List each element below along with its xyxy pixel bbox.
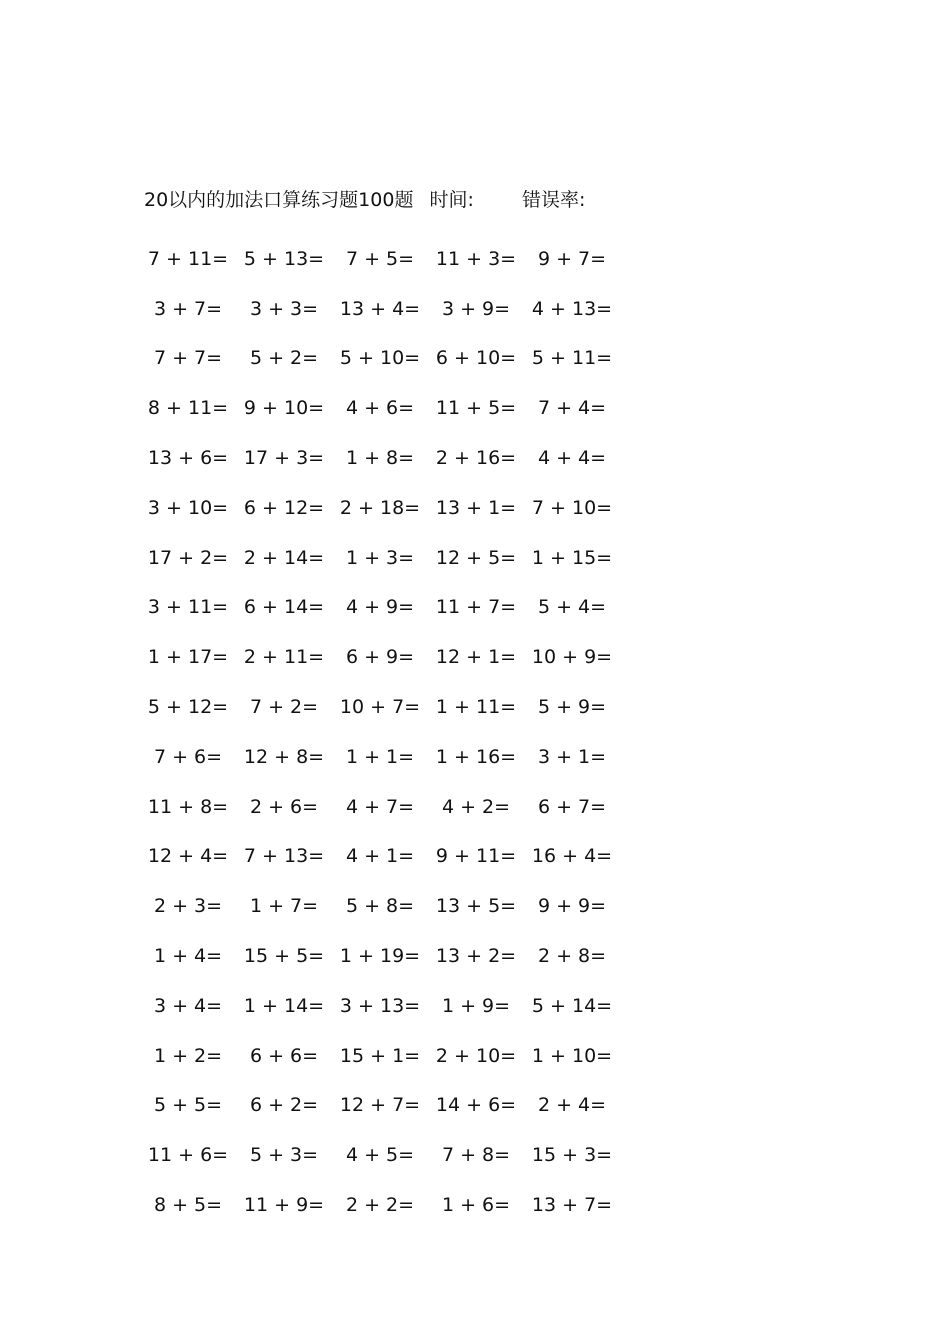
- problem-grid: [140, 234, 640, 1230]
- problem-item: 4 + 13=: [531, 297, 613, 320]
- problem-item: 1 + 1=: [345, 745, 415, 768]
- problem-row: [140, 981, 640, 1031]
- problem-item: 5 + 8=: [345, 895, 415, 918]
- problem-row: [140, 632, 640, 682]
- problem-item: 6 + 2=: [249, 1094, 319, 1117]
- problem-item: 12 + 1=: [435, 646, 517, 669]
- problem-item: 12 + 5=: [435, 546, 517, 569]
- problem-item: 9 + 7=: [537, 247, 607, 270]
- problem-item: 7 + 7=: [153, 347, 223, 370]
- problem-item: 2 + 16=: [435, 447, 517, 470]
- problem-row: [140, 832, 640, 882]
- problem-item: 9 + 11=: [435, 845, 517, 868]
- problem-item: 15 + 1=: [339, 1044, 421, 1067]
- problem-item: 3 + 3=: [249, 297, 319, 320]
- problem-item: 2 + 2=: [345, 1194, 415, 1217]
- problem-item: 2 + 4=: [537, 1094, 607, 1117]
- problem-item: 1 + 19=: [339, 945, 421, 968]
- problem-item: 9 + 10=: [243, 397, 325, 420]
- problem-item: 5 + 10=: [339, 347, 421, 370]
- problem-item: 5 + 3=: [249, 1144, 319, 1167]
- problem-item: 11 + 6=: [147, 1144, 229, 1167]
- problem-item: 11 + 5=: [435, 397, 517, 420]
- problem-item: 12 + 7=: [339, 1094, 421, 1117]
- problem-item: 7 + 5=: [345, 247, 415, 270]
- problem-item: 9 + 9=: [537, 895, 607, 918]
- problem-item: 2 + 6=: [249, 795, 319, 818]
- problem-item: 3 + 13=: [339, 994, 421, 1017]
- problem-item: 1 + 9=: [441, 994, 511, 1017]
- problem-item: 2 + 18=: [339, 496, 421, 519]
- problem-item: 6 + 6=: [249, 1044, 319, 1067]
- problem-item: 13 + 4=: [339, 297, 421, 320]
- problem-item: 3 + 9=: [441, 297, 511, 320]
- problem-item: 7 + 4=: [537, 397, 607, 420]
- problem-item: 3 + 7=: [153, 297, 223, 320]
- problem-item: 15 + 5=: [243, 945, 325, 968]
- problem-item: 1 + 17=: [147, 646, 229, 669]
- problem-item: 6 + 10=: [435, 347, 517, 370]
- problem-item: 1 + 3=: [345, 546, 415, 569]
- problem-item: 15 + 3=: [531, 1144, 613, 1167]
- problem-item: 2 + 14=: [243, 546, 325, 569]
- problem-item: 6 + 7=: [537, 795, 607, 818]
- problem-item: 1 + 15=: [531, 546, 613, 569]
- problem-item: 10 + 9=: [531, 646, 613, 669]
- problem-row: [140, 1031, 640, 1081]
- problem-item: 4 + 5=: [345, 1144, 415, 1167]
- problem-item: 12 + 4=: [147, 845, 229, 868]
- problem-item: 2 + 3=: [153, 895, 223, 918]
- problem-item: 6 + 12=: [243, 496, 325, 519]
- problem-row: [140, 1180, 640, 1230]
- problem-item: 4 + 9=: [345, 596, 415, 619]
- problem-item: 7 + 8=: [441, 1144, 511, 1167]
- problem-row: [140, 881, 640, 931]
- error-rate-label: 错误率:: [521, 189, 586, 211]
- problem-row: [140, 732, 640, 782]
- problem-item: 12 + 8=: [243, 745, 325, 768]
- problem-item: 4 + 7=: [345, 795, 415, 818]
- time-label: 时间:: [429, 189, 474, 211]
- problem-item: 5 + 13=: [243, 247, 325, 270]
- problem-row: [140, 533, 640, 583]
- problem-item: 6 + 14=: [243, 596, 325, 619]
- problem-row: [140, 433, 640, 483]
- problem-item: 4 + 2=: [441, 795, 511, 818]
- problem-item: 14 + 6=: [435, 1094, 517, 1117]
- problem-item: 7 + 10=: [531, 496, 613, 519]
- problem-item: 7 + 6=: [153, 745, 223, 768]
- problem-row: [140, 931, 640, 981]
- problem-item: 2 + 11=: [243, 646, 325, 669]
- problem-item: 8 + 5=: [153, 1194, 223, 1217]
- problem-item: 5 + 4=: [537, 596, 607, 619]
- problem-item: 1 + 11=: [435, 696, 517, 719]
- problem-item: 2 + 8=: [537, 945, 607, 968]
- problem-item: 13 + 5=: [435, 895, 517, 918]
- problem-item: 13 + 7=: [531, 1194, 613, 1217]
- problem-row: [140, 682, 640, 732]
- problem-item: 1 + 4=: [153, 945, 223, 968]
- problem-item: 5 + 14=: [531, 994, 613, 1017]
- problem-item: 10 + 7=: [339, 696, 421, 719]
- problem-item: 5 + 2=: [249, 347, 319, 370]
- problem-item: 13 + 6=: [147, 447, 229, 470]
- problem-item: 5 + 9=: [537, 696, 607, 719]
- problem-item: 4 + 6=: [345, 397, 415, 420]
- problem-item: 7 + 11=: [147, 247, 229, 270]
- problem-row: [140, 383, 640, 433]
- problem-item: 11 + 3=: [435, 247, 517, 270]
- problem-item: 17 + 2=: [147, 546, 229, 569]
- problem-item: 11 + 7=: [435, 596, 517, 619]
- problem-item: 1 + 6=: [441, 1194, 511, 1217]
- problem-item: 2 + 10=: [435, 1044, 517, 1067]
- problem-item: 5 + 12=: [147, 696, 229, 719]
- problem-item: 17 + 3=: [243, 447, 325, 470]
- problem-row: [140, 782, 640, 832]
- problem-row: [140, 1081, 640, 1131]
- problem-row: [140, 234, 640, 284]
- problem-item: 7 + 13=: [243, 845, 325, 868]
- problem-item: 3 + 10=: [147, 496, 229, 519]
- problem-row: [140, 483, 640, 533]
- problem-item: 11 + 9=: [243, 1194, 325, 1217]
- problem-item: 16 + 4=: [531, 845, 613, 868]
- problem-row: [140, 1130, 640, 1180]
- problem-row: [140, 334, 640, 384]
- problem-item: 7 + 2=: [249, 696, 319, 719]
- problem-item: 1 + 10=: [531, 1044, 613, 1067]
- problem-item: 8 + 11=: [147, 397, 229, 420]
- problem-item: 3 + 1=: [537, 745, 607, 768]
- problem-item: 5 + 11=: [531, 347, 613, 370]
- problem-item: 13 + 2=: [435, 945, 517, 968]
- problem-item: 5 + 5=: [153, 1094, 223, 1117]
- problem-item: 1 + 8=: [345, 447, 415, 470]
- problem-item: 6 + 9=: [345, 646, 415, 669]
- problem-item: 3 + 11=: [147, 596, 229, 619]
- problem-item: 1 + 14=: [243, 994, 325, 1017]
- problem-item: 3 + 4=: [153, 994, 223, 1017]
- worksheet-header: [144, 186, 585, 214]
- worksheet-title: 20以内的加法口算练习题100题: [144, 189, 414, 211]
- problem-item: 4 + 4=: [537, 447, 607, 470]
- problem-item: 1 + 16=: [435, 745, 517, 768]
- problem-row: [140, 583, 640, 633]
- problem-row: [140, 284, 640, 334]
- problem-item: 1 + 2=: [153, 1044, 223, 1067]
- problem-item: 4 + 1=: [345, 845, 415, 868]
- problem-item: 1 + 7=: [249, 895, 319, 918]
- problem-item: 11 + 8=: [147, 795, 229, 818]
- problem-item: 13 + 1=: [435, 496, 517, 519]
